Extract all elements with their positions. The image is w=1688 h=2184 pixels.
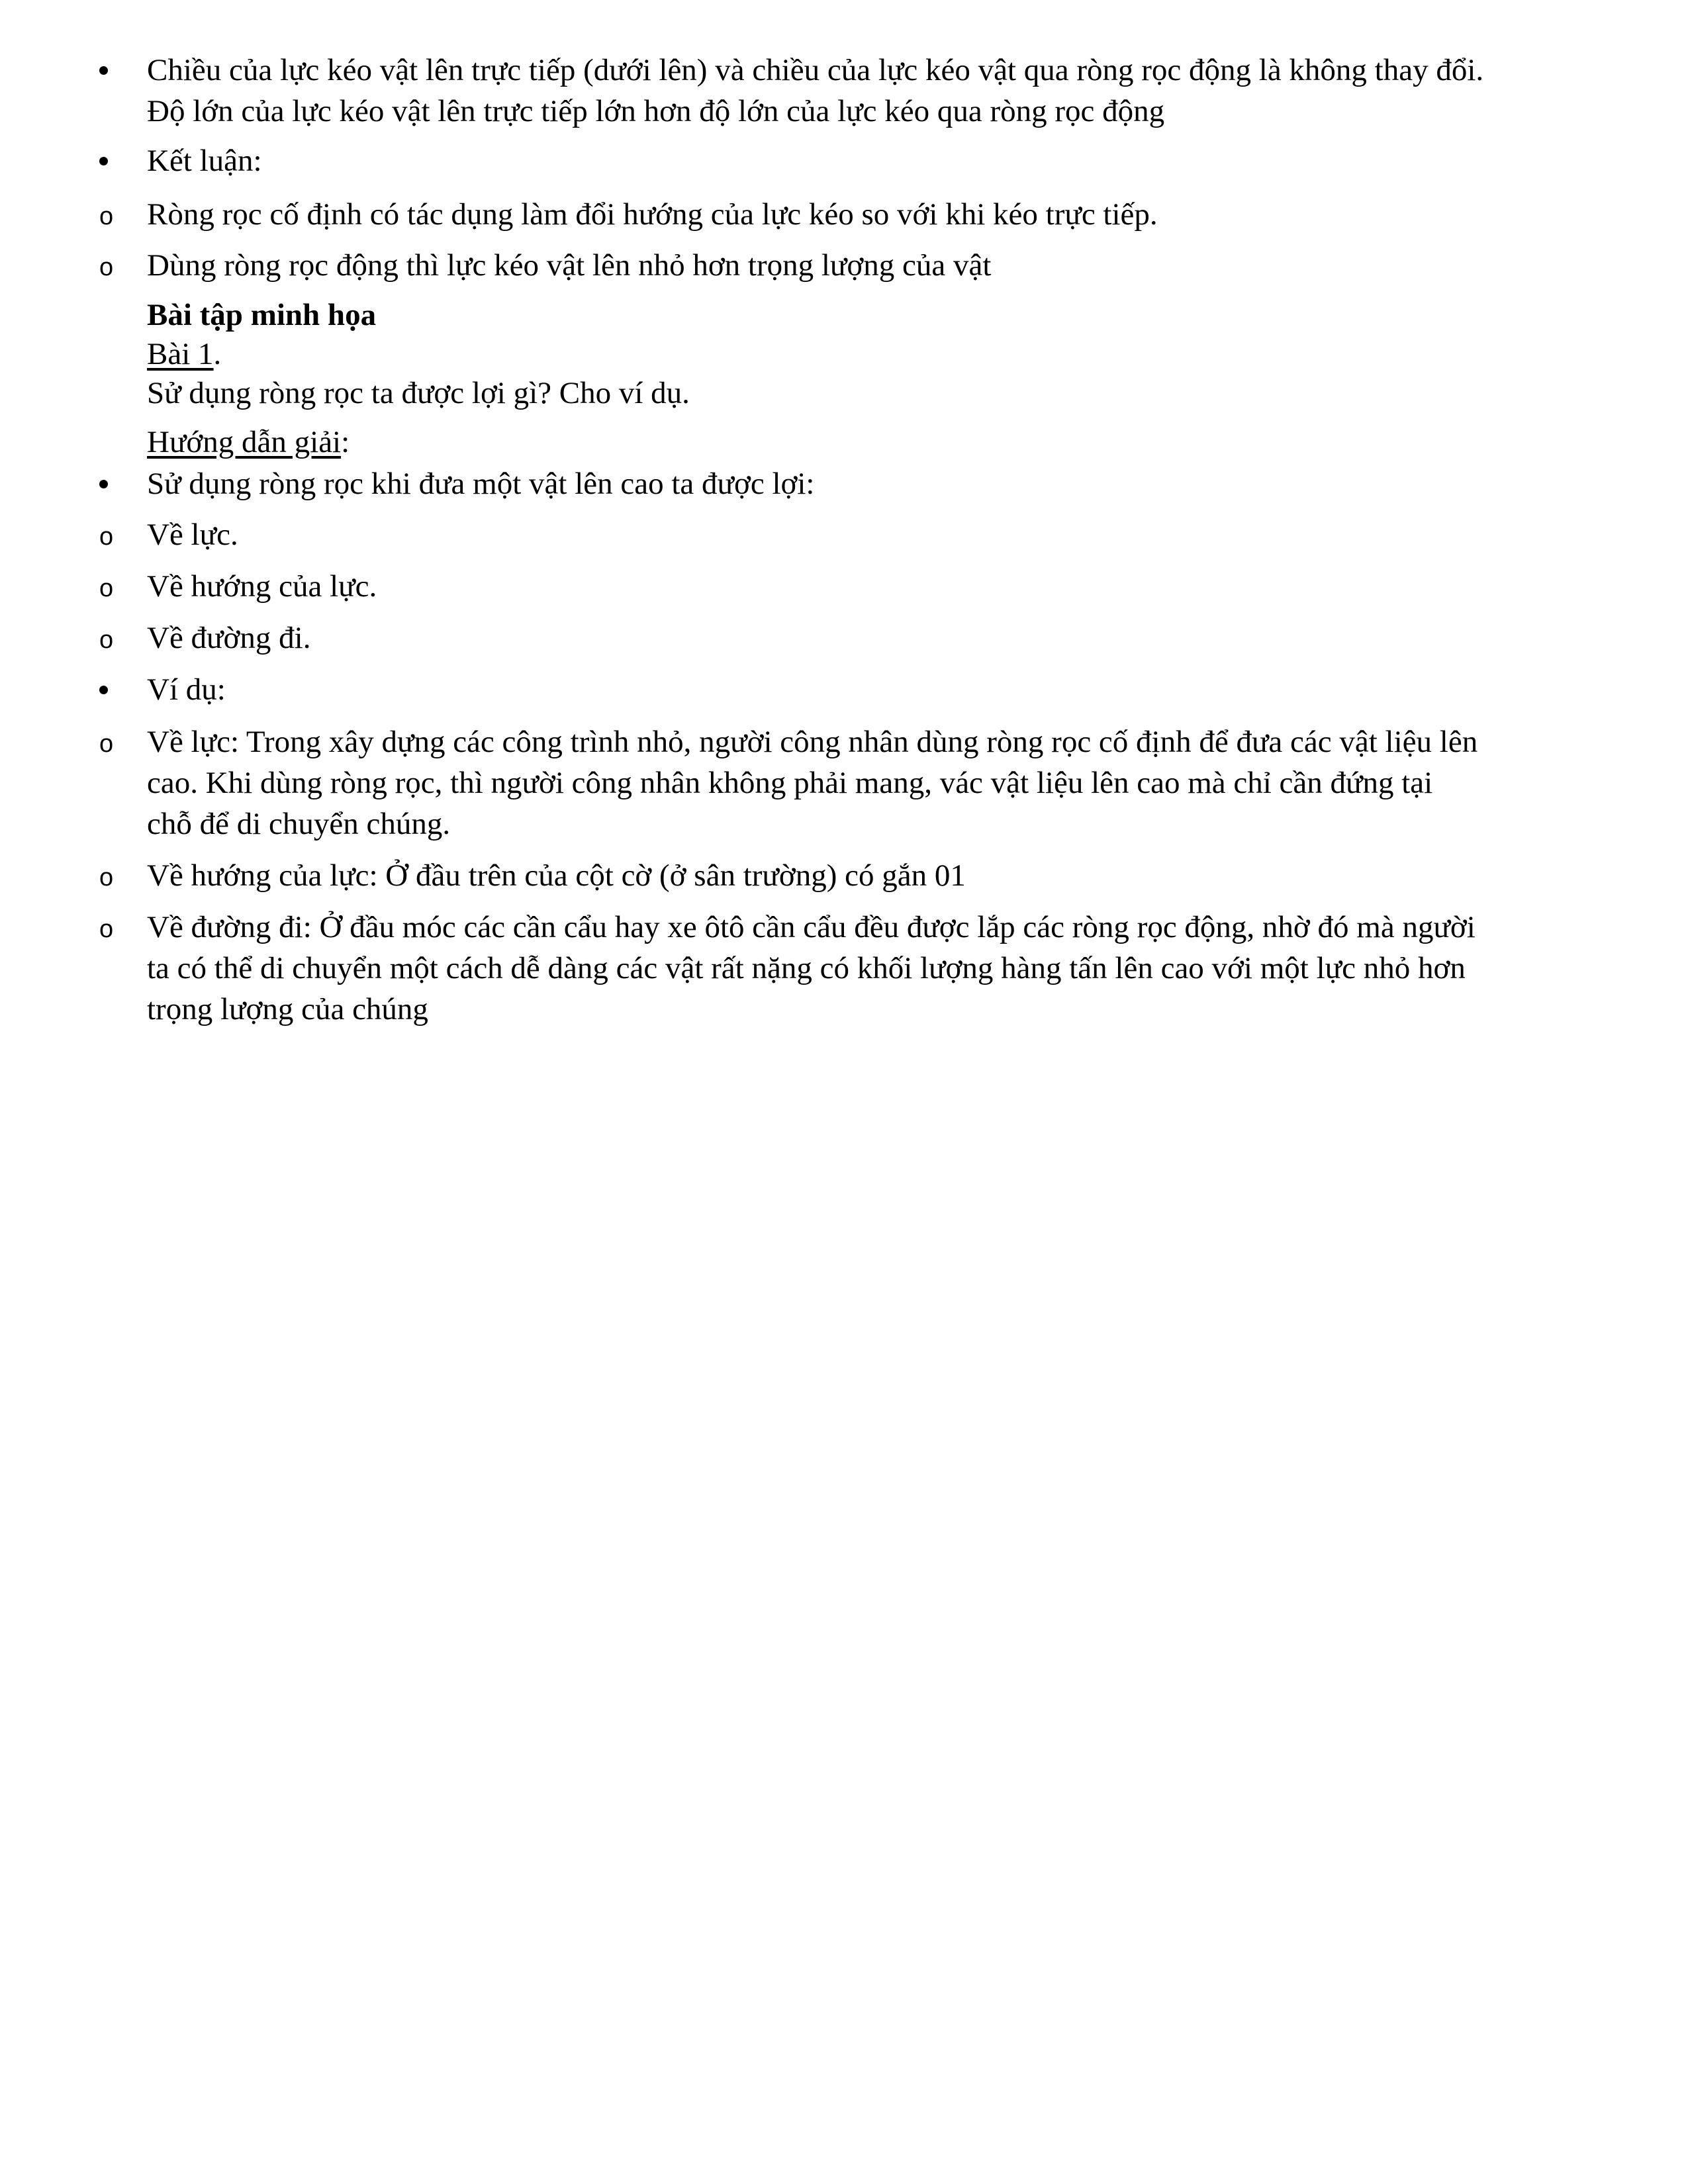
list-item-line: Sử dụng ròng rọc khi đưa một vật lên cao ta được lợi:	[147, 467, 815, 501]
circle-bullet-marker: o	[99, 915, 114, 943]
circle-bullet-marker: o	[99, 730, 114, 758]
bullet-marker	[99, 50, 126, 91]
exercise-label	[147, 334, 1583, 375]
circle-bullet-marker: o	[99, 523, 114, 551]
exercise-label-suffix: .	[213, 337, 222, 371]
list-item-line: Về lực.	[147, 518, 238, 552]
list-item-line: Kết luận:	[147, 144, 262, 178]
guide-label	[147, 422, 1583, 463]
list-item-line: trọng lượng của chúng	[147, 992, 428, 1026]
list-item-line: Về hướng của lực.	[147, 569, 377, 604]
list-item-line: Về đường đi.	[147, 621, 311, 655]
circle-bullet-marker: o	[99, 626, 114, 654]
guide-label-suffix: :	[341, 425, 350, 459]
bullet-marker	[99, 669, 126, 710]
list-item-line: ta có thể di chuyển một cách dễ dàng các vật rất nặng có khối lượng hàng tấn lên cao với một lực nhỏ hơn	[147, 951, 1466, 985]
list-item-line: Chiều của lực kéo vật lên trực tiếp (dưới lên) và chiều của lực kéo vật qua ròng rọc động là không thay đổi.	[147, 53, 1484, 87]
circle-bullet-marker: o	[99, 253, 114, 281]
circle-bullet-marker: o	[99, 864, 114, 891]
circle-bullet-marker: o	[99, 574, 114, 602]
list-item-line: Về đường đi: Ở đầu móc các cần cẩu hay xe ôtô cần cẩu đều được lắp các ròng rọc động, nhờ đó mà người	[147, 910, 1476, 944]
list-item-line: cao. Khi dùng ròng rọc, thì người công nhân không phải mang, vác vật liệu lên cao mà chỉ cần đứng tại	[147, 766, 1433, 800]
list-item-line: Dùng ròng rọc động thì lực kéo vật lên nhỏ hơn trọng lượng của vật	[147, 248, 992, 283]
guide-label-text: Hướng dẫn giải	[147, 425, 342, 459]
bullet-marker	[99, 140, 126, 181]
list-item-line: Về lực: Trong xây dựng các công trình nhỏ, người công nhân dùng ròng rọc cố định để đưa các vật liệu lên	[147, 725, 1478, 759]
list-item-line: Ví dụ:	[147, 672, 226, 707]
list-item-line: Về hướng của lực: Ở đầu trên của cột cờ (ở sân trường) có gắn 01	[147, 858, 966, 893]
bullet-marker	[99, 463, 126, 504]
list-item-line: chỗ để di chuyển chúng.	[147, 807, 451, 841]
list-item-line: Độ lớn của lực kéo vật lên trực tiếp lớn hơn độ lớn của lực kéo qua ròng rọc động	[147, 94, 1165, 128]
circle-bullet-marker: o	[99, 203, 114, 230]
list-item-line: Ròng rọc cố định có tác dụng làm đổi hướng của lực kéo so với khi kéo trực tiếp.	[147, 197, 1158, 232]
exercise-label-text: Bài 1	[147, 337, 214, 371]
exercise-question: Sử dụng ròng rọc ta được lợi gì? Cho ví dụ.	[147, 376, 690, 410]
section-title: Bài tập minh họa	[147, 298, 377, 332]
